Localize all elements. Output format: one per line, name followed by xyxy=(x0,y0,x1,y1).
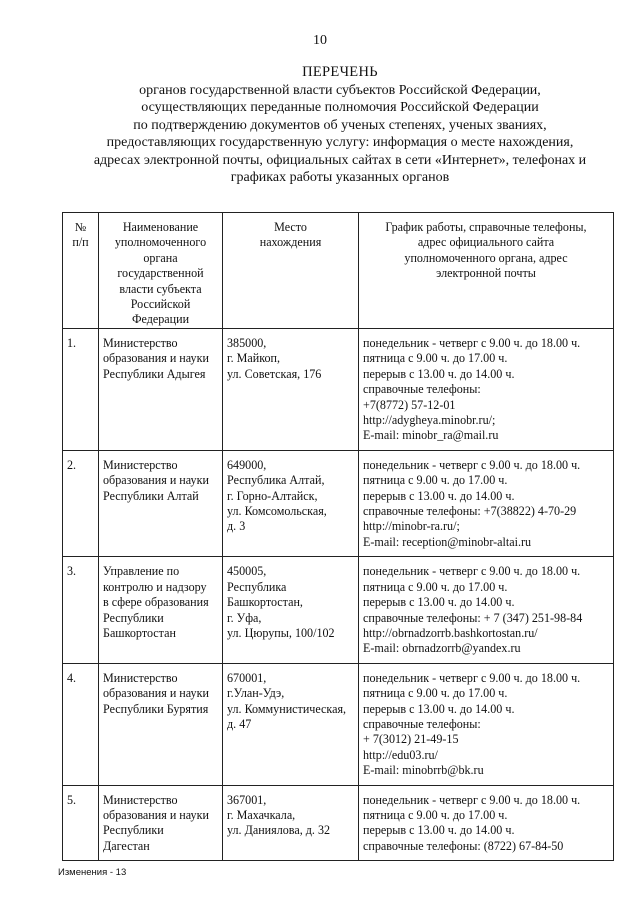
text-line: понедельник - четверг с 9.00 ч. до 18.00 ч. xyxy=(363,670,581,685)
text-line: Российской xyxy=(130,297,191,312)
text-line: ул. Советская, 176 xyxy=(227,366,322,381)
text-line: Управление по xyxy=(103,564,180,579)
table-row xyxy=(63,557,614,663)
authority-address xyxy=(223,450,359,556)
text-line: http://obrnadzorrb.bashkortostan.ru/ xyxy=(363,625,538,640)
text-line: перерыв с 13.00 ч. до 14.00 ч. xyxy=(363,595,515,610)
text-line: ул. Даниялова, д. 32 xyxy=(227,823,331,838)
text-line: д. 3 xyxy=(227,519,246,534)
text-line: перерыв с 13.00 ч. до 14.00 ч. xyxy=(363,488,515,503)
table-row xyxy=(63,329,614,451)
text-line: перерыв с 13.00 ч. до 14.00 ч. xyxy=(363,701,515,716)
subtitle-line: осуществляющих переданные полномочия Российской Федерации xyxy=(141,100,539,116)
text-line: 649000, xyxy=(227,457,267,472)
row-number: 2. xyxy=(63,450,99,556)
text-line: Республика Алтай, xyxy=(227,473,325,488)
authority-name xyxy=(99,785,223,861)
text-line: образования и науки xyxy=(103,351,209,366)
authority-address xyxy=(223,663,359,785)
text-line: Министерство xyxy=(103,336,178,350)
header-schedule-contacts xyxy=(359,213,614,329)
text-line: справочные телефоны: (8722) 67-84-50 xyxy=(363,838,564,853)
text-line: 670001, xyxy=(227,670,267,685)
authority-address xyxy=(223,329,359,451)
header-authority-name xyxy=(99,213,223,329)
text-line: пятница с 9.00 ч. до 17.00 ч. xyxy=(363,686,508,701)
text-line: Министерство xyxy=(103,670,178,685)
text-line: уполномоченного органа, адрес xyxy=(404,250,568,265)
text-line: понедельник - четверг с 9.00 ч. до 18.00 ч. xyxy=(363,564,581,579)
text-line: E-mail: minobrrb@bk.ru xyxy=(363,763,484,778)
text-line: образования и науки xyxy=(103,473,209,488)
text-line: 367001, xyxy=(227,792,267,807)
text-line: +7(8772) 57-12-01 xyxy=(363,397,456,412)
authority-name xyxy=(99,450,223,556)
text-line: E-mail: minobr_ra@mail.ru xyxy=(363,428,499,443)
text-line: Министерство xyxy=(103,792,178,807)
text-line: Республики xyxy=(103,610,164,625)
text-line: Наименование xyxy=(122,220,199,234)
header-location xyxy=(223,213,359,329)
text-line: образования и науки xyxy=(103,807,209,822)
text-line: http://minobr-ra.ru/; xyxy=(363,519,460,534)
text-line: г. Майкоп, xyxy=(227,351,281,366)
table-row xyxy=(63,450,614,556)
header-number xyxy=(63,213,99,329)
text-line: Республики xyxy=(103,823,164,838)
text-line: д. 47 xyxy=(227,716,252,731)
row-number: 3. xyxy=(63,557,99,663)
schedule-contacts xyxy=(359,785,614,861)
authorities-table xyxy=(62,212,614,861)
row-number: 4. xyxy=(63,663,99,785)
text-line: понедельник - четверг с 9.00 ч. до 18.00 ч. xyxy=(363,792,581,807)
text-line: г. Махачкала, xyxy=(227,807,296,822)
text-line: http://edu03.ru/ xyxy=(363,747,438,762)
text-line: власти субъекта xyxy=(119,281,202,296)
text-line: г.Улан-Удэ, xyxy=(227,686,285,701)
subtitle-line: графиках работы указанных органов xyxy=(230,170,450,186)
subtitle-line: органов государственной власти субъектов Российской Федерации, xyxy=(139,83,541,98)
authority-name xyxy=(99,557,223,663)
subtitle-line: по подтверждению документов об ученых степенях, ученых званиях, xyxy=(133,117,547,133)
text-line: справочные телефоны: xyxy=(363,716,481,731)
authority-address xyxy=(223,557,359,663)
text-line: пятница с 9.00 ч. до 17.00 ч. xyxy=(363,579,508,594)
text-line: справочные телефоны: xyxy=(363,382,481,397)
footer-note: Изменения - 13 xyxy=(58,867,127,878)
text-line: г. Уфа, xyxy=(227,610,262,625)
subtitle-line: адресах электронной почты, официальных сайтах в сети «Интернет», телефонах и xyxy=(93,152,587,168)
row-number: 5. xyxy=(63,785,99,861)
text-line: адрес официального сайта xyxy=(417,235,555,250)
document-subtitle xyxy=(40,82,640,186)
text-line: понедельник - четверг с 9.00 ч. до 18.00 ч. xyxy=(363,457,581,472)
text-line: Республики Алтай xyxy=(103,488,199,503)
text-line: понедельник - четверг с 9.00 ч. до 18.00 ч. xyxy=(363,336,581,350)
text-line: Дагестан xyxy=(103,838,150,853)
text-line: образования и науки xyxy=(103,686,209,701)
text-line: пятница с 9.00 ч. до 17.00 ч. xyxy=(363,351,508,366)
subtitle-line: предоставляющих государственную услугу: информация о месте нахождения, xyxy=(106,135,574,151)
text-line: г. Горно-Алтайск, xyxy=(227,488,318,503)
text-line: Министерство xyxy=(103,457,178,472)
text-line: ул. Комсомольская, xyxy=(227,504,327,519)
authority-name xyxy=(99,329,223,451)
text-line: № xyxy=(74,220,87,234)
text-line: E-mail: obrnadzorrb@yandex.ru xyxy=(363,641,521,656)
row-number: 1. xyxy=(63,329,99,451)
text-line: справочные телефоны: + 7 (347) 251-98-84 xyxy=(363,610,583,625)
text-line: пятница с 9.00 ч. до 17.00 ч. xyxy=(363,473,508,488)
text-line: пятница с 9.00 ч. до 17.00 ч. xyxy=(363,807,508,822)
text-line: справочные телефоны: +7(38822) 4-70-29 xyxy=(363,504,577,519)
schedule-contacts xyxy=(359,329,614,451)
page-number: 10 xyxy=(313,33,327,48)
text-line: контролю и надзору xyxy=(103,579,207,594)
text-line: Федерации xyxy=(131,312,190,327)
text-line: п/п xyxy=(72,235,89,250)
text-line: ул. Цюрупы, 100/102 xyxy=(227,625,335,640)
text-line: органа xyxy=(143,250,178,265)
schedule-contacts xyxy=(359,663,614,785)
text-line: График работы, справочные телефоны, xyxy=(385,220,587,234)
text-line: Башкортостан, xyxy=(227,595,303,610)
text-line: Республики Бурятия xyxy=(103,701,209,716)
text-line: электронной почты xyxy=(436,266,536,281)
text-line: перерыв с 13.00 ч. до 14.00 ч. xyxy=(363,366,515,381)
text-line: 385000, xyxy=(227,336,267,350)
schedule-contacts xyxy=(359,450,614,556)
text-line: уполномоченного xyxy=(114,235,207,250)
text-line: Республика xyxy=(227,579,287,594)
table-header-row xyxy=(63,213,614,329)
text-line: нахождения xyxy=(259,235,322,250)
authority-name xyxy=(99,663,223,785)
text-line: ул. Коммунистическая, xyxy=(227,701,347,716)
document-title: ПЕРЕЧЕНЬ xyxy=(302,64,378,80)
text-line: в сфере образования xyxy=(103,595,209,610)
table-row xyxy=(63,785,614,861)
text-line: Республики Адыгея xyxy=(103,366,206,381)
text-line: http://adygheya.minobr.ru/; xyxy=(363,413,496,428)
table-row xyxy=(63,663,614,785)
schedule-contacts xyxy=(359,557,614,663)
text-line: Место xyxy=(274,220,307,234)
authority-address xyxy=(223,785,359,861)
text-line: Башкортостан xyxy=(103,625,176,640)
text-line: государственной xyxy=(117,266,204,281)
text-line: + 7(3012) 21-49-15 xyxy=(363,732,459,747)
text-line: 450005, xyxy=(227,564,267,579)
text-line: перерыв с 13.00 ч. до 14.00 ч. xyxy=(363,823,515,838)
text-line: E-mail: reception@minobr-altai.ru xyxy=(363,534,532,549)
